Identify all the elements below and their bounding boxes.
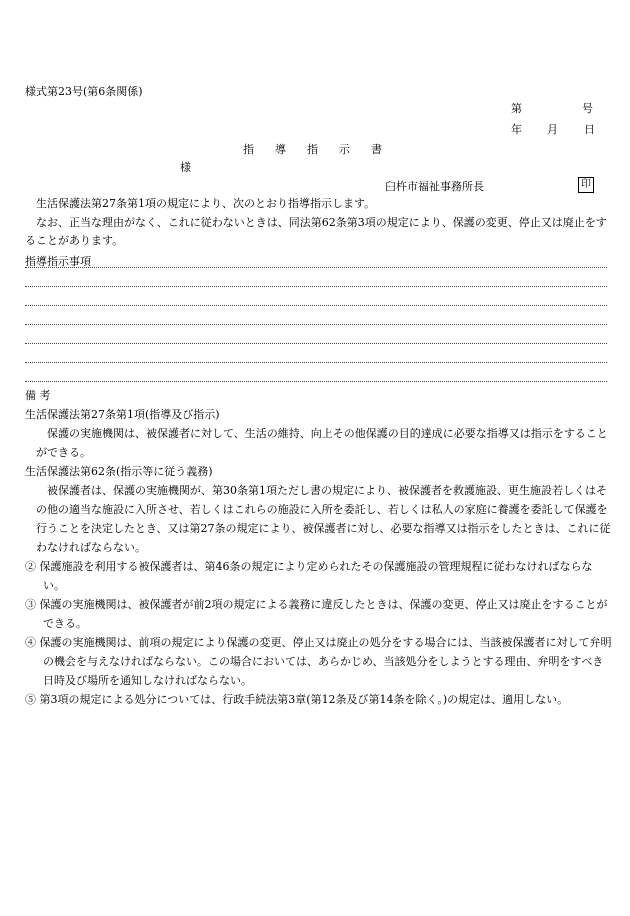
article62-text: 被保護者は、保護の実施機関が、第30条第1項ただし書の規定により、被保護者を救護施設、更生施設若しくはその他の適当な施設に入所させ、若しくはこれらの施設に入所を委託し、若しくは私人の家庭に養護を委託して保護を行うことを決定したとき、又は第27条の規定により、被保護者に対し、必要な指導又は指示をしたときは、これに従わなければならない。 bbox=[36, 484, 611, 554]
notes-heading: 備 考 bbox=[25, 389, 51, 402]
addressee-suffix: 様 bbox=[180, 161, 191, 174]
doc-number-label: 第 bbox=[511, 102, 522, 115]
instruction-line-4 bbox=[25, 324, 607, 325]
instruction-line-6 bbox=[25, 362, 607, 363]
article62-title: 生活保護法第62条(指示等に従う義務) bbox=[25, 465, 213, 478]
date-year-label: 年 bbox=[511, 123, 522, 136]
instruction-line-5 bbox=[25, 343, 607, 344]
notes-section bbox=[25, 386, 613, 709]
article62-item-5: ⑤ 第3項の規定による処分については、行政手続法第3章(第12条及び第14条を除く。)の規定は、適用しない。 bbox=[25, 693, 569, 706]
instructions-heading: 指導指示事項 bbox=[25, 255, 91, 268]
seal-stamp: 印 bbox=[578, 177, 594, 193]
instruction-line-2 bbox=[25, 286, 607, 287]
issuer-name: 臼杵市福祉事務所長 bbox=[385, 180, 484, 193]
instruction-line-1 bbox=[25, 267, 607, 268]
warning-paragraph: なお、正当な理由がなく、これに従わないときは、同法第62条第3項の規定により、保護の変更、停止又は廃止をすることがあります。 bbox=[25, 216, 607, 247]
form-number: 様式第23号(第6条関係) bbox=[25, 85, 143, 98]
article27-title: 生活保護法第27条第1項(指導及び指示) bbox=[25, 408, 220, 421]
doc-number-suffix: 号 bbox=[582, 102, 593, 115]
intro-paragraph: 生活保護法第27条第1項の規定により、次のとおり指導指示します。 bbox=[36, 197, 376, 210]
document-title: 指導指示書 bbox=[243, 143, 403, 156]
date-day-label: 日 bbox=[584, 123, 595, 136]
date-month-label: 月 bbox=[547, 123, 558, 136]
article62-item-4: ④ 保護の実施機関は、前項の規定により保護の変更、停止又は廃止の処分をする場合には、当該被保護者に対して弁明の機会を与えなければならない。この場合においては、あらかじめ、当該処分をしようとする理由、弁明をすべき日時及び場所を通知しなければならない。 bbox=[25, 636, 612, 687]
article27-text: 保護の実施機関は、被保護者に対して、生活の維持、向上その他保護の目的達成に必要な指導又は指示をすることができる。 bbox=[36, 427, 608, 459]
instruction-line-7 bbox=[25, 381, 607, 382]
article62-item-2: ② 保護施設を利用する被保護者は、第46条の規定により定められたその保護施設の管理規程に従わなければならない。 bbox=[25, 560, 593, 592]
instruction-line-3 bbox=[25, 305, 607, 306]
article62-item-3: ③ 保護の実施機関は、被保護者が前2項の規定による義務に違反したときは、保護の変更、停止又は廃止をすることができる。 bbox=[25, 598, 608, 630]
